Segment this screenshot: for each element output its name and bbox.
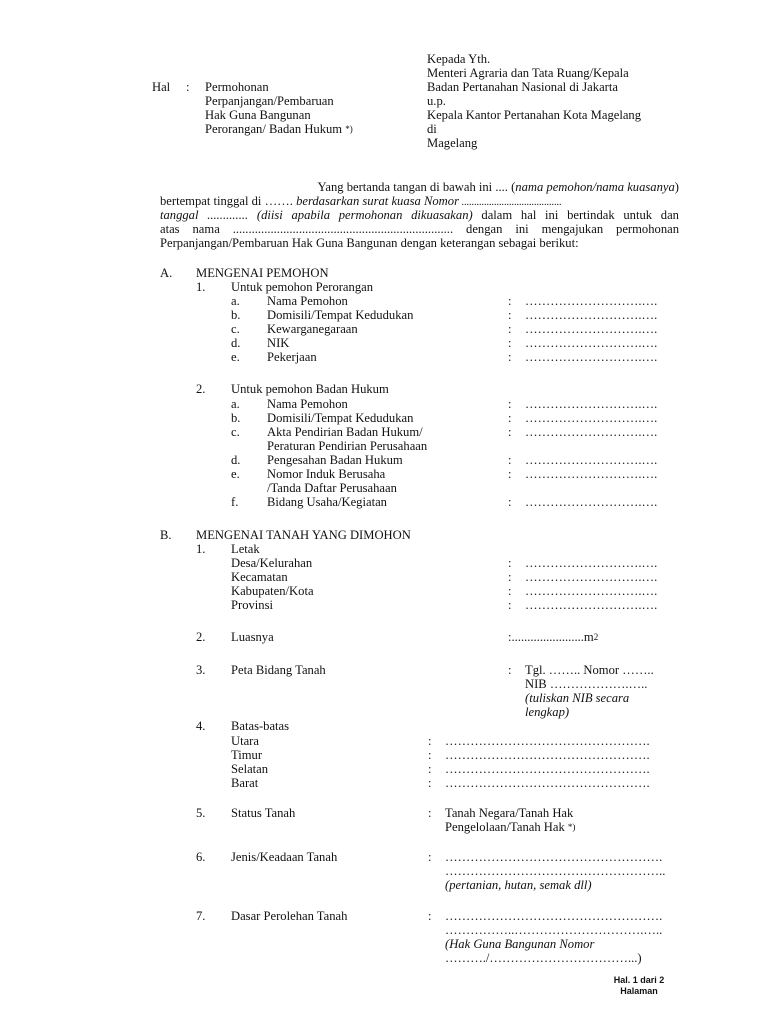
field-blank[interactable]: ……………………….….	[525, 453, 658, 467]
field-label: Kecamatan	[231, 570, 288, 584]
field-colon: :	[508, 425, 512, 439]
sub-number: 2.	[196, 630, 206, 644]
field-colon: :	[428, 850, 432, 864]
field-colon: :	[508, 584, 512, 598]
item-letter: c.	[231, 425, 240, 439]
status-value: Tanah Negara/Tanah Hak	[445, 806, 574, 820]
field-colon: :	[508, 467, 512, 481]
sub-number: 6.	[196, 850, 206, 864]
field-blank[interactable]: ……………………….….	[525, 556, 658, 570]
field-colon: :	[508, 556, 512, 570]
recipient-line: di	[427, 122, 437, 136]
field-label: Timur	[231, 748, 263, 762]
item-letter: d.	[231, 336, 241, 350]
field-blank[interactable]: ……………………………………………..	[445, 864, 666, 878]
field-colon: :	[508, 411, 512, 425]
item-letter: d.	[231, 453, 241, 467]
field-label: Jenis/Keadaan Tanah	[231, 850, 338, 864]
item-letter: e.	[231, 350, 240, 364]
field-blank[interactable]: ……………………….….	[525, 411, 658, 425]
hal-label: Hal	[152, 80, 171, 94]
sub-number: 3.	[196, 663, 206, 677]
field-note: lengkap)	[525, 705, 570, 719]
section-b-title: MENGENAI TANAH YANG DIMOHON	[196, 528, 411, 542]
field-colon: :	[508, 453, 512, 467]
field-blank[interactable]: ………………………………………….	[445, 762, 650, 776]
page-number-line: Hal. 1 dari 2	[613, 975, 665, 985]
recipient-line: Menteri Agraria dan Tata Ruang/Kepala	[427, 66, 629, 80]
field-label: NIK	[267, 336, 290, 350]
field-blank[interactable]: ………./……………………………...)	[445, 951, 642, 965]
sub-title: Untuk pemohon Badan Hukum	[231, 382, 389, 396]
footnote-mark: *)	[567, 822, 576, 832]
recipient-line: u.p.	[427, 94, 446, 108]
field-label: Kewarganegaraan	[267, 322, 358, 336]
field-blank[interactable]: ………………………………………….	[445, 734, 650, 748]
item-letter: e.	[231, 467, 240, 481]
section-b-letter: B.	[160, 528, 172, 542]
field-colon: :	[508, 322, 512, 336]
field-label: Selatan	[231, 762, 269, 776]
item-letter: a.	[231, 397, 240, 411]
field-blank[interactable]: ……………………….….	[525, 322, 658, 336]
field-colon: :	[508, 495, 512, 509]
field-blank[interactable]: …………………………………………….	[445, 850, 663, 864]
sub-number: 1.	[196, 280, 206, 294]
field-blank[interactable]: …………………………………………….	[445, 909, 663, 923]
intro-line-3: tanggal ............. (diisi apabila permohonan dikuasakan) dalam hal ini bertindak untuk dan	[160, 208, 679, 222]
sub-number: 7.	[196, 909, 206, 923]
status-value: Pengelolaan/Tanah Hak *)	[445, 820, 576, 834]
recipient-line: Kepada Yth.	[427, 52, 491, 66]
sub-title: Letak	[231, 542, 260, 556]
field-blank[interactable]: ………………………………………….	[445, 776, 650, 790]
field-colon: :	[508, 397, 512, 411]
field-blank[interactable]: NIB ……………….…..	[525, 677, 648, 691]
hal-colon: :	[186, 80, 190, 94]
field-label: Peraturan Pendirian Perusahaan	[267, 439, 428, 453]
page-number-line: Halaman	[620, 986, 658, 996]
footnote-mark: *)	[345, 124, 353, 134]
intro-line-1: Yang bertanda tangan di bawah ini .... (nama pemohon/nama kuasanya)	[317, 180, 679, 194]
recipient-line: Magelang	[427, 136, 478, 150]
recipient-line: Kepala Kantor Pertanahan Kota Magelang	[427, 108, 642, 122]
field-blank[interactable]: ……………………….….	[525, 425, 658, 439]
field-label: Utara	[231, 734, 259, 748]
sub-title: Batas-batas	[231, 719, 290, 733]
field-label: Kabupaten/Kota	[231, 584, 314, 598]
field-blank[interactable]: ……………………….….	[525, 467, 658, 481]
field-note: (pertanian, hutan, semak dll)	[445, 878, 592, 892]
subject-line: Hak Guna Bangunan	[205, 108, 311, 122]
field-colon: :	[508, 350, 512, 364]
field-blank[interactable]: ……………………….….	[525, 336, 658, 350]
field-label: Dasar Perolehan Tanah	[231, 909, 348, 923]
subject-line: Perpanjangan/Pembaruan	[205, 94, 334, 108]
field-blank[interactable]: ……………………….….	[525, 584, 658, 598]
field-colon: :	[428, 909, 432, 923]
subject-line: Permohonan	[205, 80, 269, 94]
intro-line-4: atas nama ...................................................................... dengan ini mengajukan permohonan	[160, 222, 679, 236]
field-label: Peta Bidang Tanah	[231, 663, 326, 677]
field-label: Provinsi	[231, 598, 273, 612]
field-note: (tuliskan NIB secara	[525, 691, 630, 705]
field-colon: :	[428, 776, 432, 790]
field-blank[interactable]: ………………………………………….	[445, 748, 650, 762]
field-colon: :	[508, 598, 512, 612]
item-letter: b.	[231, 308, 241, 322]
page-number	[604, 975, 674, 997]
section-a-title: MENGENAI PEMOHON	[196, 266, 329, 280]
field-label: Nomor Induk Berusaha	[267, 467, 386, 481]
field-colon: :	[428, 806, 432, 820]
field-blank[interactable]: ……………………….….	[525, 495, 658, 509]
field-colon: :	[428, 762, 432, 776]
field-blank[interactable]: ……………………….….	[525, 308, 658, 322]
sub-number: 1.	[196, 542, 206, 556]
item-letter: f.	[231, 495, 239, 509]
field-colon: :	[508, 336, 512, 350]
field-colon: :	[508, 663, 512, 677]
sub-number: 5.	[196, 806, 206, 820]
field-blank[interactable]: ……………………….….	[525, 294, 658, 308]
field-label: Domisili/Tempat Kedudukan	[267, 308, 414, 322]
field-label: Status Tanah	[231, 806, 296, 820]
field-label: Pekerjaan	[267, 350, 317, 364]
luas-field[interactable]: $:.......................m^2$	[508, 630, 599, 644]
field-label: Domisili/Tempat Kedudukan	[267, 411, 414, 425]
subject-line: Perorangan/ Badan Hukum *)	[205, 122, 353, 136]
field-colon: :	[428, 748, 432, 762]
field-label: Nama Pemohon	[267, 397, 348, 411]
field-colon: :	[508, 570, 512, 584]
field-colon: :	[428, 734, 432, 748]
field-label: Desa/Kelurahan	[231, 556, 313, 570]
field-colon: :	[508, 294, 512, 308]
field-label: Barat	[231, 776, 259, 790]
recipient-line: Badan Pertanahan Nasional di Jakarta	[427, 80, 618, 94]
field-blank[interactable]: ……………………….….	[525, 598, 658, 612]
field-label: Nama Pemohon	[267, 294, 348, 308]
field-label: Bidang Usaha/Kegiatan	[267, 495, 387, 509]
field-blank[interactable]: ……………………….….	[525, 570, 658, 584]
field-note: (Hak Guna Bangunan Nomor	[445, 937, 595, 951]
field-label: Pengesahan Badan Hukum	[267, 453, 403, 467]
sub-number: 2.	[196, 382, 206, 396]
sub-number: 4.	[196, 719, 206, 733]
sub-title: Untuk pemohon Perorangan	[231, 280, 373, 294]
field-blank[interactable]: ……………………….….	[525, 397, 658, 411]
intro-line-5: Perpanjangan/Pembaruan Hak Guna Bangunan dengan keterangan sebagai berikut:	[160, 236, 579, 250]
field-blank[interactable]: ……………..………………………….…..	[445, 923, 663, 937]
section-a-letter: A.	[160, 266, 173, 280]
field-label: Luasnya	[231, 630, 274, 644]
intro-line-2: bertempat tinggal di ……. berdasarkan surat kuasa Nomor ........................................	[160, 194, 562, 208]
item-letter: c.	[231, 322, 240, 336]
field-blank[interactable]: ……………………….….	[525, 350, 658, 364]
field-colon: :	[508, 308, 512, 322]
field-blank[interactable]: Tgl. …….. Nomor ……..	[525, 663, 654, 677]
field-label: Akta Pendirian Badan Hukum/	[267, 425, 423, 439]
field-label: /Tanda Daftar Perusahaan	[267, 481, 397, 495]
item-letter: b.	[231, 411, 241, 425]
item-letter: a.	[231, 294, 240, 308]
